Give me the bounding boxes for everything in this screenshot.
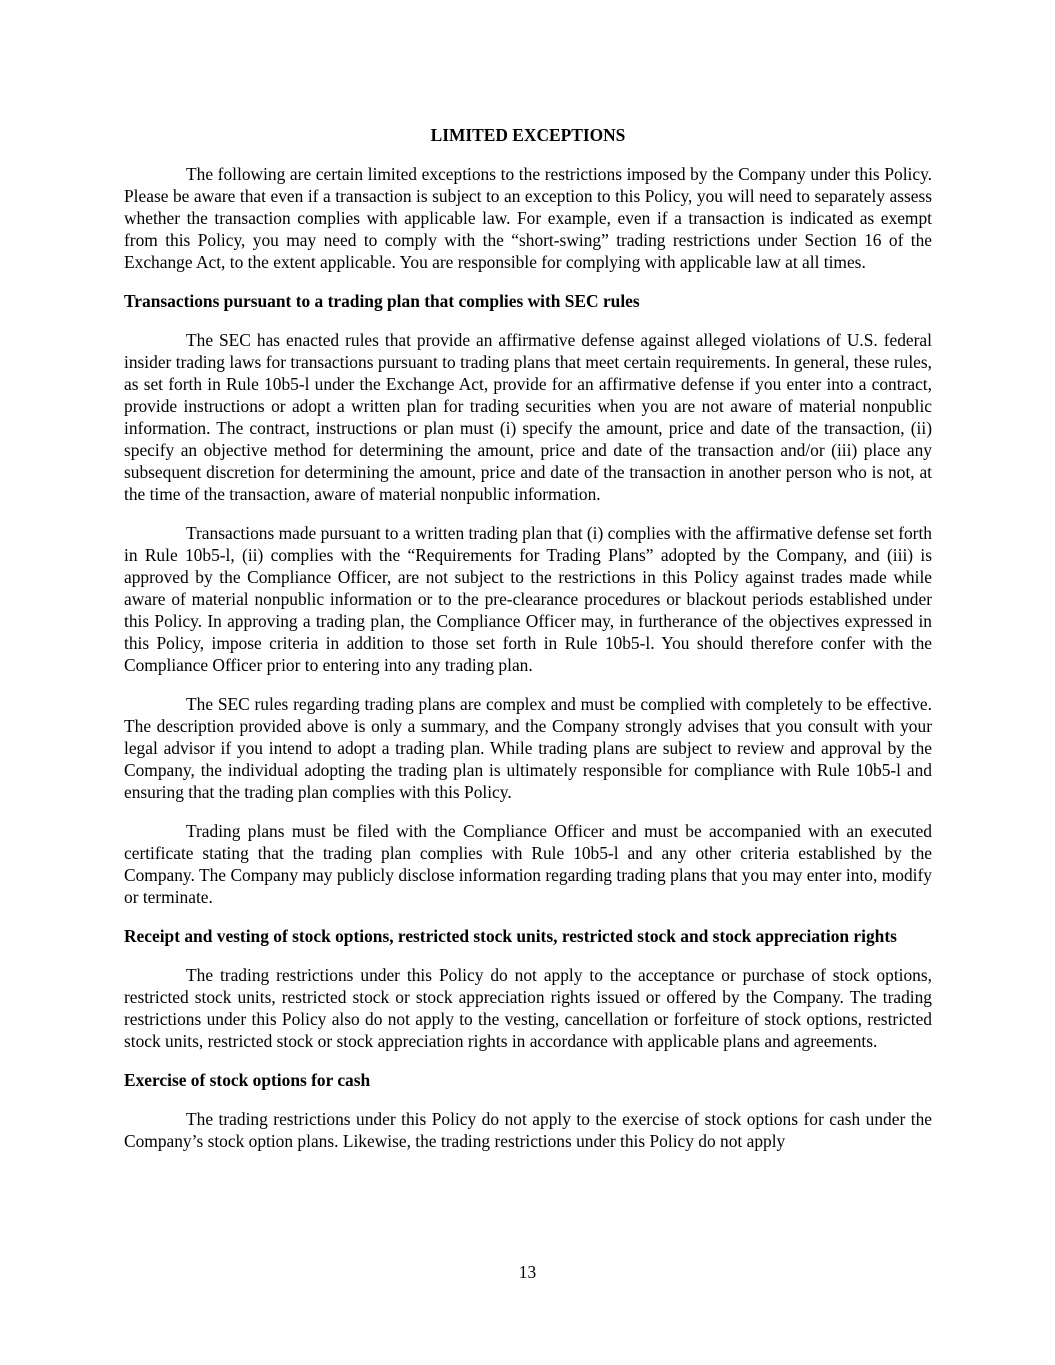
section-title: LIMITED EXCEPTIONS [430,125,626,145]
page-number: 13 [518,1262,537,1282]
paragraph-plan-filing: Trading plans must be filed with the Compliance Officer and must be accompanied with an executed certificate stating that the trading plan complies with Rule 10b5-l and any other criteria established by the Company. The Company may publicly disclose information regarding trading plans that you may enter into, modify or terminate. [124,821,932,907]
paragraph-written-trading-plan: Transactions made pursuant to a written trading plan that (i) complies with the affirmative defense set forth in Rule 10b5-l, (ii) complies with the “Requirements for Trading Plans” adopted by the Company, and (iii) is approved by the Compliance Officer, are not subject to the restrictions in this Policy against trades made while aware of material nonpublic information or to the pre-clearance procedures or blackout periods established under this Policy. In approving a trading plan, the Compliance Officer may, in furtherance of the objectives expressed in this Policy, impose criteria in addition to those set forth in Rule 10b5-l. You should therefore confer with the Compliance Officer prior to entering into any trading plan. [124,523,932,675]
paragraph-plan-complexity: The SEC rules regarding trading plans are complex and must be complied with completely to be effective. The description provided above is only a summary, and the Company strongly advises that you consult with your legal advisor if you intend to adopt a trading plan. While trading plans are subject to review and approval by the Company, the individual adopting the trading plan is ultimately responsible for compliance with Rule 10b5-l and ensuring that the trading plan complies with this Policy. [124,694,932,802]
intro-paragraph: The following are certain limited exceptions to the restrictions imposed by the Company under this Policy. Please be aware that even if a transaction is subject to an exception to this Policy, you will need to separately assess whether the transaction complies with applicable law. For example, even if a transaction is indicated as exempt from this Policy, you may need to comply with the “short-swing” trading restrictions under Section 16 of the Exchange Act, to the extent applicable. You are responsible for complying with applicable law at all times. [124,164,932,272]
heading-receipt-vesting: Receipt and vesting of stock options, restricted stock units, restricted stock and stock appreciation rights [124,926,897,946]
heading-trading-plan: Transactions pursuant to a trading plan that complies with SEC rules [124,291,640,311]
paragraph-exercise-options: The trading restrictions under this Policy do not apply to the exercise of stock options for cash under the Company’s stock option plans. Likewise, the trading restrictions under this Policy do not apply [124,1109,932,1151]
heading-exercise-options: Exercise of stock options for cash [124,1070,371,1090]
paragraph-sec-rules: The SEC has enacted rules that provide an affirmative defense against alleged violations of U.S. federal insider trading laws for transactions pursuant to trading plans that meet certain requirements. In general, these rules, as set forth in Rule 10b5-l under the Exchange Act, provide for an affirmative defense if you enter into a contract, provide instructions or adopt a written plan for trading securities when you are not aware of material nonpublic information. The contract, instructions or plan must (i) specify the amount, price and date of the transaction, (ii) specify an objective method for determining the amount, price and date of the transaction and/or (iii) place any subsequent discretion for determining the amount, price and date of the transaction in another person who is not, at the time of the transaction, aware of material nonpublic information. [124,330,932,504]
document-page [124,124,932,1169]
paragraph-receipt-vesting: The trading restrictions under this Policy do not apply to the acceptance or purchase of stock options, restricted stock units, restricted stock or stock appreciation rights issued or offered by the Company. The trading restrictions under this Policy also do not apply to the vesting, cancellation or forfeiture of stock options, restricted stock units, restricted stock or stock appreciation rights in accordance with applicable plans and agreements. [124,965,932,1051]
